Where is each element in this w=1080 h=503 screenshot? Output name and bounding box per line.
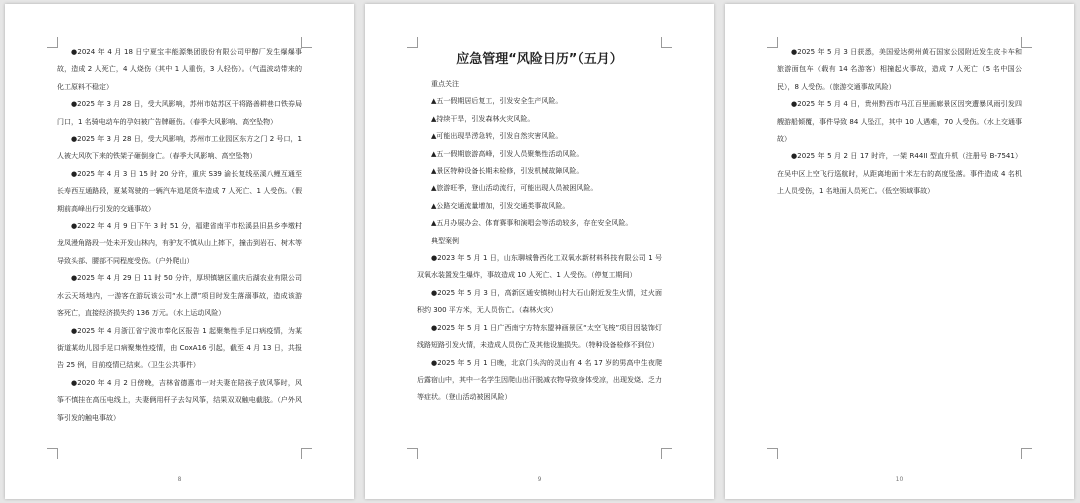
page-title: 应急管理“风险日历”（五月） xyxy=(456,52,623,67)
document-page-10 xyxy=(725,4,1074,499)
paragraph: ●2024 年 4 月 18 日宁夏宝丰能源集团股份有限公司甲醇厂发生爆爆事故，造成 2 人死亡，4 人烧伤（其中 1 人重伤，3 人轻伤）。（气温波动带来的化工原料不稳定） xyxy=(57,48,302,91)
page-number: 8 xyxy=(177,476,182,483)
margin-mark xyxy=(301,37,312,48)
paragraph: ●2022 年 4 月 9 日下午 3 时 51 分，福建省南平市松溪县旧县乡李墩村龙凤漫角路段一处未开发山林内，有驴友不慎从山上摔下，撞击到岩石、树木等导致头部、腰部不同程度受伤。（户外爬山） xyxy=(57,222,302,265)
margin-mark xyxy=(301,448,312,459)
margin-mark xyxy=(47,448,58,459)
focus-item: ▲公路交通流量增加，引发交通类事故风险。 xyxy=(431,201,570,210)
paragraph: ●2025 年 4 月 29 日 11 时 50 分许，厚坝镇辖区重庆后湖农业有限公司水云天场地内，一游客在游玩该公司“水上漂”项目时发生落溺事故，造成该游客死亡，直接经济损失约 136 万元。（水上运动风险） xyxy=(57,274,302,318)
focus-item: ▲五一假期居后复工，引发安全生产风险。 xyxy=(431,97,563,106)
document-page-8 xyxy=(5,4,354,499)
paragraph: ●2025 年 4 月浙江省宁波市奉化区报告 1 起聚集性手足口病疫情，为某街道某幼儿园手足口病聚集性疫情，由 CoxA16 引起，截至 4 月 13 日，共报告 25 例，目前疫情已结束。（卫生公共事件） xyxy=(57,326,302,370)
paragraph: ●2025 年 3 月 28 日，受大风影响，苏州市姑苏区干将路善耕巷口铁券局门口，1 名骑电动车的孕妇被广告牌砸伤。（春季大风影响、高空坠物） xyxy=(57,100,302,126)
case-paragraph: ●2025 年 5 月 1 日广西南宁方特东盟神画景区“太空飞梭”项目因装饰灯线路短路引发火情，未造成人员伤亡及其他设施损失。（特种设备检修不到位） xyxy=(417,323,662,350)
page-body xyxy=(777,44,1022,201)
focus-item: ▲五月办展办会、体育赛事和演唱会等活动较多，存在安全风险。 xyxy=(431,219,633,228)
case-paragraph: ●2025 年 5 月 3 日，高新区通安镇树山村大石山附近发生火情，过火面积约 300 平方米，无人员伤亡。（森林火灾） xyxy=(417,288,662,315)
page-body xyxy=(57,44,302,427)
section-heading: 典型案例 xyxy=(431,236,459,245)
margin-mark xyxy=(1021,37,1032,48)
paragraph: ●2020 年 4 月 2 日傍晚，吉林省德惠市一对夫妻在陪孩子放风筝时，风筝不慎挂在高压电线上，夫妻俩用杆子去勾风筝，结果双双触电截肢。（户外风筝引发的触电事故） xyxy=(57,378,302,422)
focus-item: ▲可能出现旱涝急转，引发自然灾害风险。 xyxy=(431,132,563,141)
paragraph: ●2025 年 5 月 4 日，贵州黔西市马江百里画廊景区因突遭暴风雨引发四艘游船倾覆，事件导致 84 人坠江，其中 10 人遇难，70 人受伤。（水上交通事故） xyxy=(777,100,1022,144)
page-number: 9 xyxy=(537,476,542,483)
section-heading: 重点关注 xyxy=(431,80,459,88)
paragraph: ●2025 年 5 月 3 日获悉，美国爱达荷州黄石国家公园附近发生皮卡车和旅游面包车（载有 14 名游客）相撞起火事故，造成 7 人死亡（5 名中国公民），8 人受伤。（旅游交通事故风险） xyxy=(777,48,1022,91)
paragraph: ●2025 年 4 月 3 日 15 时 20 分许，重庆 S39 渝长复线巫溪八鲤互通至长寿西互通路段，夏某驾驶的一辆汽车追尾货车造成 7 人死亡、1 人受伤。（假期前高峰出行引发的交通事故） xyxy=(57,169,302,213)
page-number: 10 xyxy=(895,476,904,483)
focus-item: ▲景区特种设备长期未检修，引发机械故障风险。 xyxy=(431,167,584,176)
focus-item: ▲持续干旱，引发森林火灾风险。 xyxy=(431,114,535,123)
paragraph: ●2025 年 5 月 2 日 17 时许，一架 R44II 型直升机（注册号 B-7541）在吴中区上空飞行巡航时，从距离地面十米左右的高度坠落。事件造成 4 名机上人员受伤，1 名地面人员死亡。（低空领域事故） xyxy=(777,152,1022,196)
margin-mark xyxy=(1021,448,1032,459)
margin-mark xyxy=(767,448,778,459)
case-paragraph: ●2025 年 5 月 1 日晚，北京门头沟的灵山有 4 名 17 岁的男高中生夜爬后露宿山中，其中一名学生因爬山出汗脱减衣物导致身体受凉，出现发烧、乏力等症状。（登山活动被困风险） xyxy=(417,358,662,402)
margin-mark xyxy=(407,448,418,459)
margin-mark xyxy=(661,37,672,48)
document-page-9 xyxy=(365,4,714,499)
focus-item: ▲旅游旺季，登山活动流行，可能出现人员被困风险。 xyxy=(431,184,598,193)
page-body xyxy=(417,44,662,407)
margin-mark xyxy=(661,448,672,459)
focus-item: ▲五一假期旅游高峰，引发人员聚集性活动风险。 xyxy=(431,149,584,158)
paragraph: ●2025 年 3 月 28 日，受大风影响，苏州市工业园区东方之门 2 号口，1 人被大风吹下来的铁架子砸倒身亡。（春季大风影响、高空坠物） xyxy=(57,135,302,161)
case-paragraph: ●2023 年 5 月 1 日，山东聊城鲁西化工双氧水新材料科技有限公司 1 号双氧水装置发生爆炸，事故造成 10 人死亡、1 人受伤。（停复工期间） xyxy=(417,254,662,280)
